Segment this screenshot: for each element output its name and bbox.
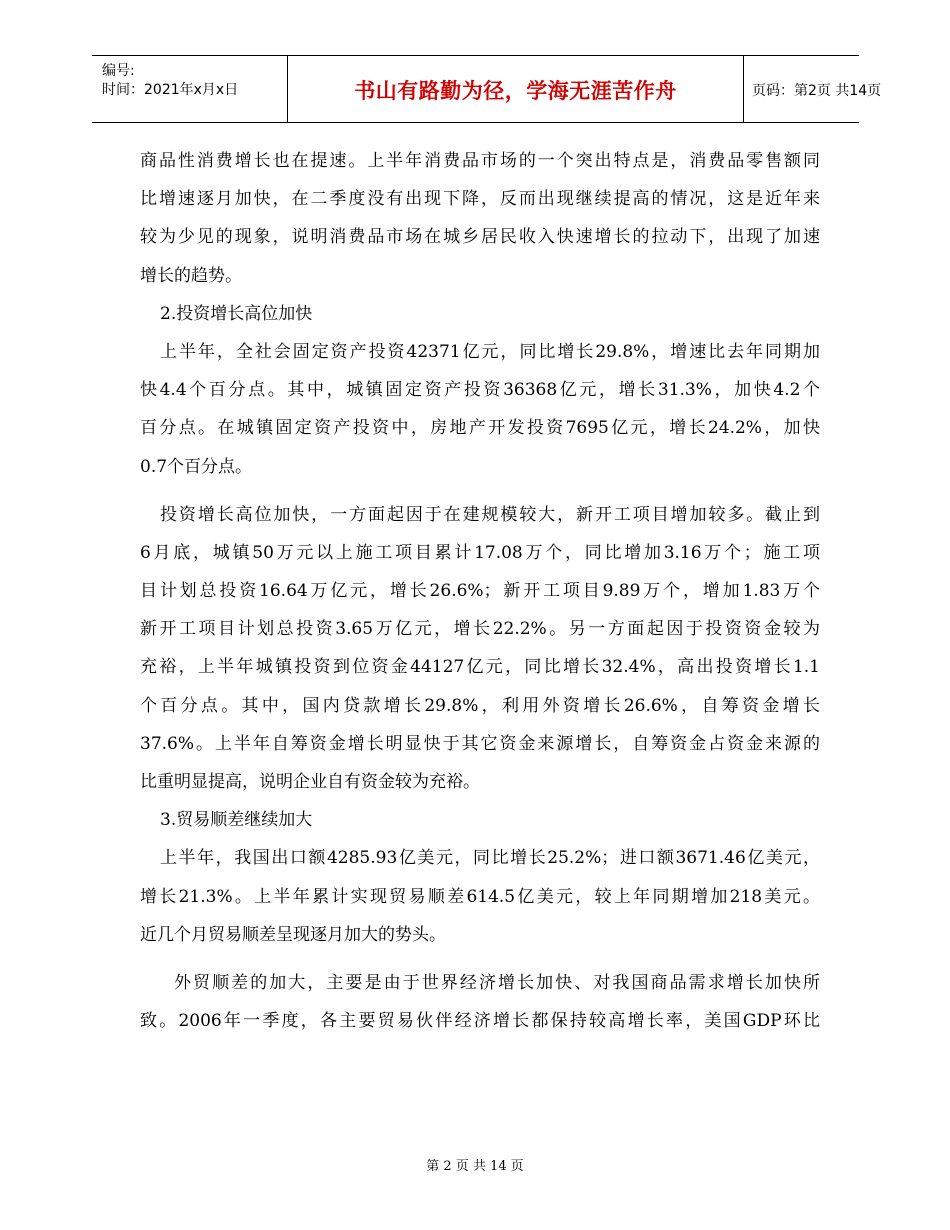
text-line: 上半年，全社会固定资产投资42371亿元，同比增长29.8%，增速比去年同期加	[160, 341, 820, 362]
paragraph	[140, 496, 820, 802]
text-line: 比重明显提高，说明企业自有资金较为充裕。	[140, 772, 480, 792]
paragraph	[140, 142, 820, 295]
page-footer: 第 2 页 共 14 页	[426, 1159, 524, 1174]
page-header	[92, 55, 882, 123]
header-meta	[92, 56, 287, 122]
text-line: 较为少见的现象，说明消费品市场在城乡居民收入快速增长的拉动下，出现了加速	[140, 227, 820, 248]
text-line: 致。2006年一季度，各主要贸易伙伴经济增长都保持较高增长率，美国GDP环比	[140, 1011, 820, 1032]
document-number-label: 编号:	[102, 63, 135, 79]
paragraph	[140, 839, 820, 954]
text-line: 增长的趋势。	[140, 265, 242, 286]
text-line: 6月底，城镇50万元以上施工项目累计17.08万个，同比增加3.16万个；施工项	[140, 542, 820, 563]
text-line: 快4.4个百分点。其中，城镇固定资产投资36368亿元，增长31.3%，加快4.2个	[140, 380, 820, 401]
text-line: 商品性消费增长也在提速。上半年消费品市场的一个突出特点是，消费品零售额同	[140, 151, 820, 171]
header-motto: 书山有路勤为径，学海无涯苦作舟	[354, 79, 677, 103]
text-line: 37.6%。上半年自筹资金增长明显快于其它资金来源增长，自筹资金占资金来源的	[140, 733, 820, 754]
text-line: 投资增长高位加快，一方面起因于在建规模较大，新开工项目增加较多。截止到	[160, 504, 820, 525]
paragraph	[140, 964, 820, 1040]
document-body	[140, 142, 820, 1040]
header-motto-cell	[287, 56, 744, 122]
text-line: 百分点。在城镇固定资产投资中，房地产开发投资7695亿元，增长24.2%，加快	[140, 418, 820, 439]
header-page-cell	[744, 56, 882, 122]
section-heading: 3.贸易顺差继续加大	[160, 810, 313, 831]
text-line: 比增速逐月加快，在二季度没有出现下降，反而出现继续提高的情况，这是近年来	[140, 189, 820, 210]
document-time-label: 时间：2021年x月x日	[102, 82, 239, 98]
text-line: 目计划总投资16.64万亿元，增长26.6%；新开工项目9.89万个，增加1.83万个	[140, 581, 820, 602]
text-line: 上半年，我国出口额4285.93亿美元，同比增长25.2%；进口额3671.46亿美元，	[160, 848, 820, 869]
section-heading: 2.投资增长高位加快	[160, 303, 313, 324]
text-line: 新开工项目计划总投资3.65万亿元，增长22.2%。另一方面起因于投资资金较为	[140, 619, 820, 640]
text-line: 外贸顺差的加大，主要是由于世界经济增长加快、对我国商品需求增长加快所	[174, 972, 820, 993]
text-line: 0.7个百分点。	[140, 456, 253, 477]
header-page-info: 页码：第2页 共14页	[752, 83, 882, 99]
text-line: 充裕，上半年城镇投资到位资金44127亿元，同比增长32.4%，高出投资增长1.1	[140, 657, 820, 678]
paragraph	[140, 333, 820, 486]
text-line: 个百分点。其中，国内贷款增长29.8%，利用外资增长26.6%，自筹资金增长	[140, 695, 820, 716]
text-line: 近几个月贸易顺差呈现逐月加大的势头。	[140, 924, 446, 945]
text-line: 增长21.3%。上半年累计实现贸易顺差614.5亿美元，较上年同期增加218美元。	[140, 886, 820, 907]
